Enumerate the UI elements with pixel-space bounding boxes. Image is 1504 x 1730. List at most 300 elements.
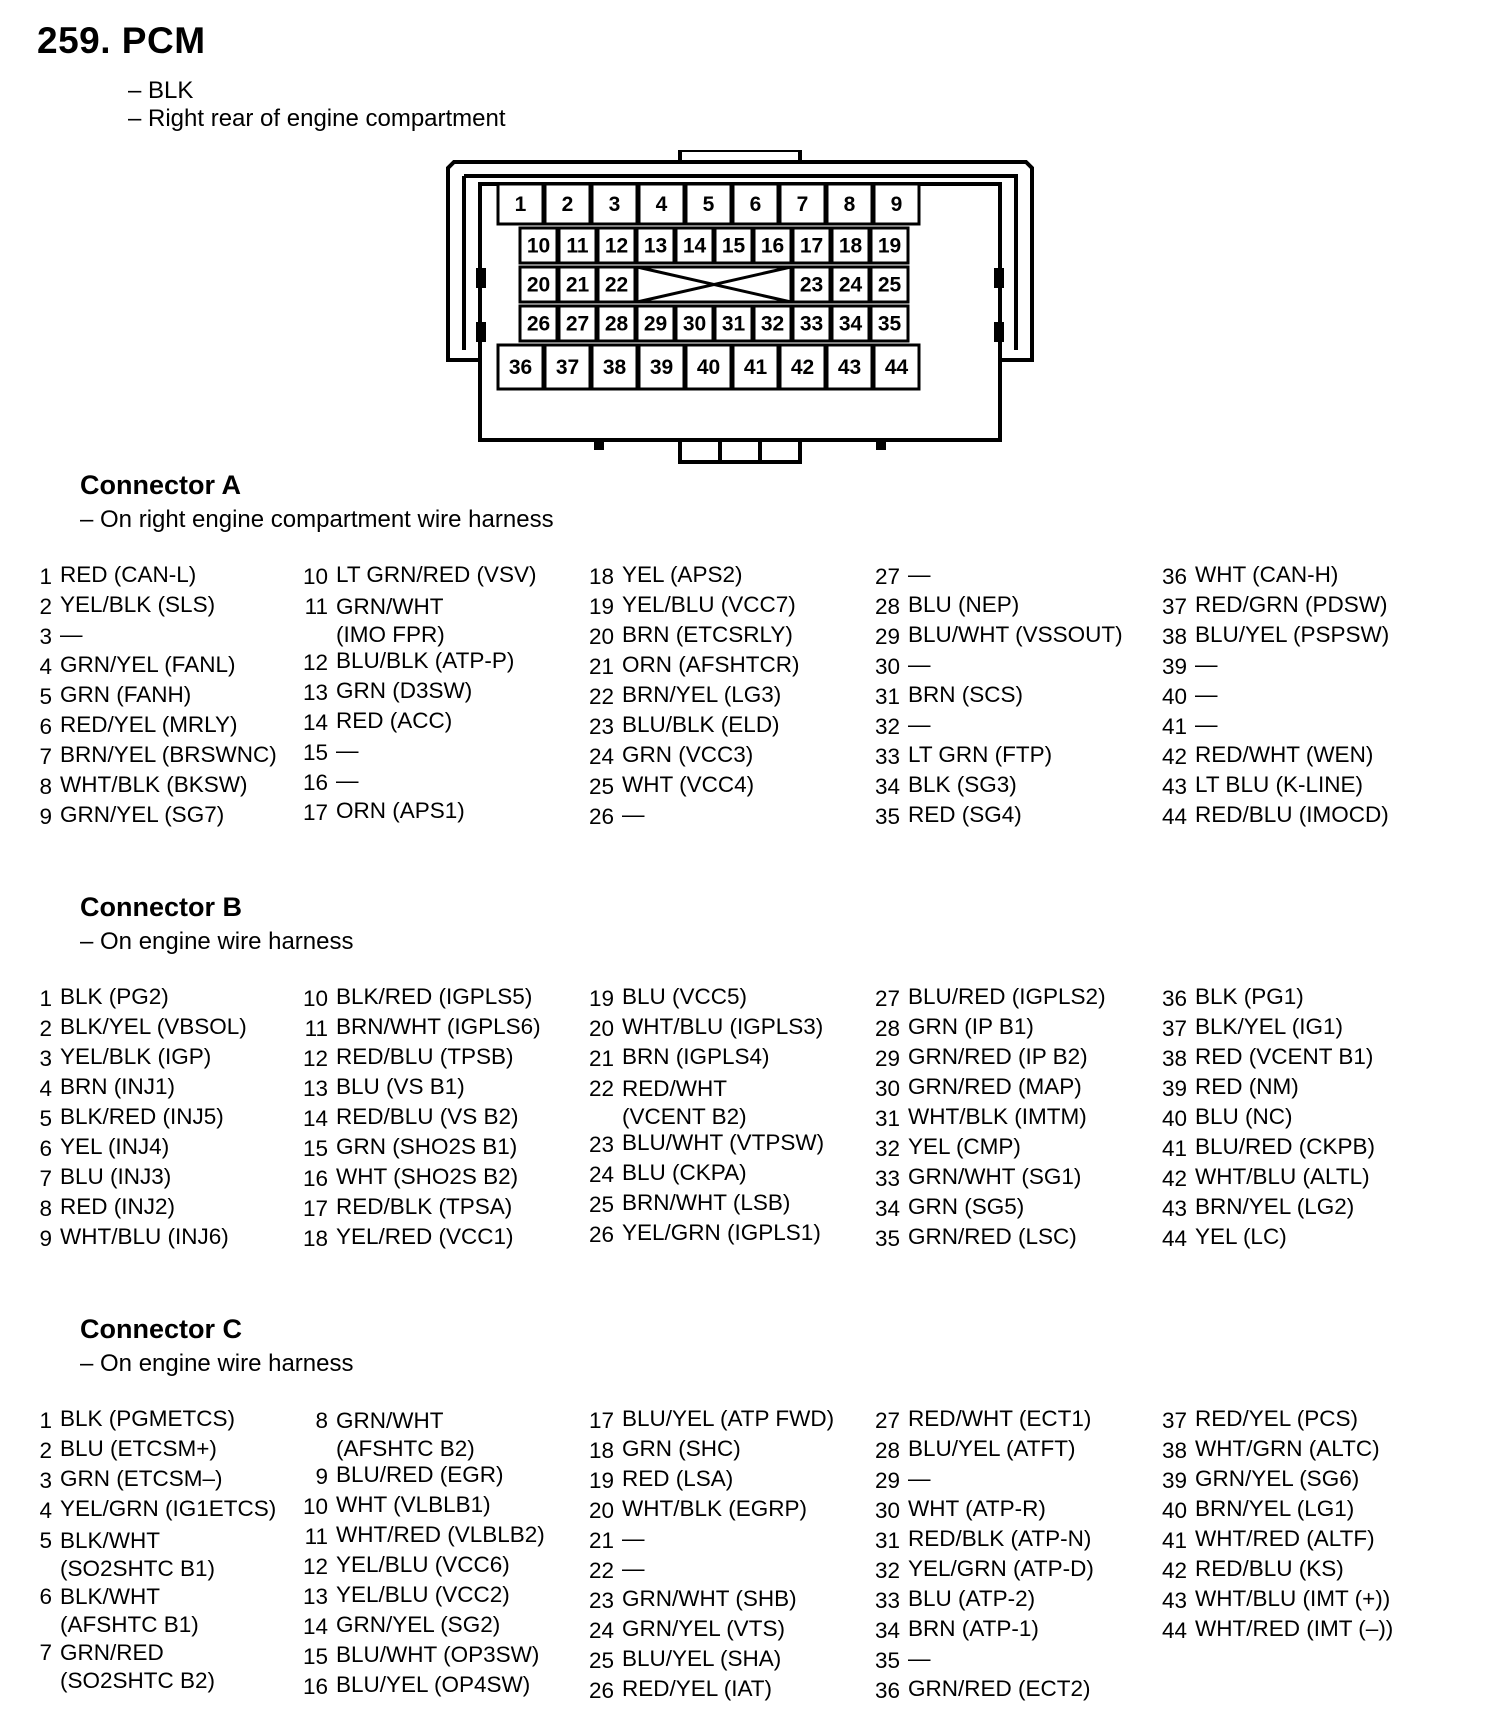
pin-number: 32 (874, 714, 900, 739)
pin-wire-text: GRN/RED (IP B2) (908, 1044, 1088, 1069)
pin-number: 39 (1161, 1468, 1187, 1493)
pin-wire-text: — (908, 712, 931, 737)
pin-entry (1155, 1556, 1435, 1586)
pin-entry (20, 802, 300, 832)
pin-wire-description (908, 1676, 1091, 1706)
pin-wire-description (1195, 1164, 1370, 1194)
pin-entry (582, 1406, 862, 1436)
pin-wire-text: — (1195, 652, 1218, 677)
connector-color: – BLK (128, 77, 194, 104)
pin-wire-description (622, 1466, 733, 1496)
pin-wire-description (908, 1044, 1088, 1074)
pin-wire-description (336, 1552, 510, 1582)
pin-wire-description (1195, 1044, 1373, 1074)
connector-location: – Right rear of engine compartment (128, 105, 506, 132)
pin-wire-description (622, 622, 793, 652)
pin-wire-text: BLU/YEL (ATP FWD) (622, 1406, 835, 1431)
connector-face-diagram (440, 150, 1040, 475)
pin-number: 31 (874, 1528, 900, 1553)
pin-number: 18 (588, 1438, 614, 1463)
pin-entry (296, 708, 576, 738)
pin-entry (868, 1616, 1148, 1646)
pin-entry (1155, 1104, 1435, 1134)
pin-wire-description (336, 1014, 541, 1044)
pin-number: 42 (790, 356, 815, 379)
pin-number: 21 (565, 273, 590, 297)
pin-number: 27 (565, 312, 590, 336)
pin-wire-text: BLK (PG2) (60, 984, 169, 1009)
pin-number: 20 (588, 624, 614, 649)
pin-column (582, 562, 862, 832)
pin-number: 26 (526, 312, 551, 336)
pin-entry (20, 682, 300, 712)
pin-number: 5 (702, 193, 715, 216)
pin-wire-description (1195, 652, 1218, 682)
pin-wire-description (336, 1612, 500, 1642)
pin-wire-description (1195, 1586, 1390, 1616)
pin-number: 10 (302, 986, 328, 1011)
pin-wire-description (908, 1496, 1046, 1526)
pin-entry (868, 1014, 1148, 1044)
pin-entry (296, 562, 576, 592)
pin-number: 19 (588, 594, 614, 619)
pin-number: 40 (696, 356, 721, 379)
pin-number: 23 (588, 714, 614, 739)
pin-wire-text: RED (VCENT B1) (1195, 1044, 1374, 1069)
pin-number: 41 (1161, 1136, 1187, 1161)
pin-number: 18 (588, 564, 614, 589)
pin-entry (868, 1676, 1148, 1706)
pin-entry (296, 768, 576, 798)
pin-wire-description (336, 1224, 514, 1254)
pin-wire-description (1195, 1074, 1299, 1104)
pin-wire-description (336, 562, 536, 592)
pin-number: 34 (874, 1618, 900, 1643)
pin-wire-description (60, 1526, 215, 1582)
pin-wire-text: RED/BLU (VS B2) (336, 1104, 519, 1129)
pin-wire-text: BLK/WHT (60, 1528, 161, 1553)
pin-entry (1155, 562, 1435, 592)
pin-number: 27 (874, 1408, 900, 1433)
pin-entry (582, 1220, 862, 1250)
pin-wire-description (336, 798, 465, 828)
pin-wire-description (1195, 682, 1218, 712)
pin-number: 2 (39, 1438, 52, 1463)
pin-wire-text: GRN/RED (ECT2) (908, 1676, 1091, 1701)
pin-column (20, 1406, 300, 1694)
pin-entry (296, 1672, 576, 1702)
pin-wire-text: GRN/RED (LSC) (908, 1224, 1077, 1249)
pin-wire-text: BLU/BLK (ATP-P) (336, 648, 515, 673)
pin-entry (582, 1586, 862, 1616)
pin-wire-text: BLU/YEL (PSPSW) (1195, 622, 1390, 647)
pin-entry (868, 1496, 1148, 1526)
pin-wire-description (1195, 984, 1304, 1014)
pin-entry (20, 712, 300, 742)
pin-wire-text: YEL (APS2) (622, 562, 743, 587)
pin-entry (20, 1436, 300, 1466)
pin-wire-text: BLU/BLK (ELD) (622, 712, 780, 737)
pin-wire-description (336, 1492, 491, 1522)
pin-wire-description (908, 1526, 1091, 1556)
pin-wire-text: BLU/RED (CKPB) (1195, 1134, 1376, 1159)
pin-wire-description (60, 1194, 175, 1224)
pin-column (1155, 562, 1435, 832)
pin-entry (1155, 742, 1435, 772)
pin-wire-description (1195, 562, 1338, 592)
pin-wire-description (336, 1134, 517, 1164)
pin-entry (20, 742, 300, 772)
pin-number: 44 (1161, 1618, 1187, 1643)
pin-entry (582, 1190, 862, 1220)
connector-b-location: – On engine wire harness (80, 928, 354, 955)
pin-wire-description (60, 1436, 217, 1466)
pin-number: 3 (39, 1046, 52, 1071)
pin-entry (1155, 1496, 1435, 1526)
pin-wire-text: BLK/RED (IGPLS5) (336, 984, 533, 1009)
pin-entry (20, 1194, 300, 1224)
pin-wire-text: BRN (SCS) (908, 682, 1024, 707)
pin-number: 32 (874, 1136, 900, 1161)
pin-wire-description (336, 984, 532, 1014)
pin-number: 30 (874, 1498, 900, 1523)
pin-wire-description (622, 742, 753, 772)
pin-wire-text: WHT (VLBLB1) (336, 1492, 491, 1517)
pin-wire-text: YEL/GRN (ATP-D) (908, 1556, 1094, 1581)
pin-number: 37 (555, 356, 580, 379)
pin-entry (296, 1406, 576, 1462)
pin-wire-text: GRN (FANH) (60, 682, 192, 707)
pin-wire-description (622, 1556, 645, 1586)
pin-entry (1155, 1074, 1435, 1104)
pin-number: 23 (588, 1588, 614, 1613)
pin-wire-text: RED/YEL (IAT) (622, 1676, 773, 1701)
pin-wire-text: YEL/GRN (IG1ETCS) (60, 1496, 277, 1521)
pin-number: 2 (39, 1016, 52, 1041)
pin-column (296, 984, 576, 1254)
pin-wire-text: WHT (CAN-H) (1195, 562, 1339, 587)
pin-wire-text: — (908, 1646, 931, 1671)
pin-number: 11 (304, 1524, 328, 1549)
pin-number: 7 (39, 744, 52, 769)
pin-wire-text: GRN (IP B1) (908, 1014, 1034, 1039)
pin-entry (868, 1044, 1148, 1074)
pin-wire-description (336, 1164, 518, 1194)
pin-number: 28 (874, 1016, 900, 1041)
pin-number: 4 (39, 1076, 52, 1101)
pin-number: 23 (588, 1132, 614, 1157)
pin-wire-description (60, 1224, 229, 1254)
pin-column (582, 984, 862, 1250)
pin-wire-description (1195, 592, 1388, 622)
pin-entry (296, 648, 576, 678)
pin-wire-text: RED/BLU (KS) (1195, 1556, 1344, 1581)
pin-number: 29 (874, 1046, 900, 1071)
pin-wire-text: BLK (SG3) (908, 772, 1017, 797)
pin-number: 34 (874, 1196, 900, 1221)
pin-wire-text: YEL (LC) (1195, 1224, 1287, 1249)
pin-number: 29 (874, 1468, 900, 1493)
pin-wire-description (336, 1522, 545, 1552)
pin-wire-text: RED (LSA) (622, 1466, 734, 1491)
pin-number: 24 (588, 1162, 614, 1187)
pin-number: 36 (508, 356, 533, 379)
pin-wire-text: BRN/YEL (LG1) (1195, 1496, 1355, 1521)
pin-wire-text: RED/BLK (ATP-N) (908, 1526, 1092, 1551)
pin-wire-text: WHT/BLU (IGPLS3) (622, 1014, 824, 1039)
pin-wire-text: YEL (CMP) (908, 1134, 1021, 1159)
pin-wire-description (908, 1556, 1094, 1586)
pin-wire-text: — (908, 652, 931, 677)
pin-entry (20, 984, 300, 1014)
pin-wire-description (622, 1586, 797, 1616)
pin-wire-description (1195, 622, 1389, 652)
pin-wire-description (60, 984, 169, 1014)
pin-entry (20, 652, 300, 682)
pin-wire-text: (VCENT B2) (622, 1104, 747, 1129)
pin-entry (296, 1164, 576, 1194)
pin-wire-text: BLK/WHT (60, 1584, 161, 1609)
pin-wire-description (622, 1014, 823, 1044)
pin-entry (296, 1134, 576, 1164)
pin-column (1155, 1406, 1435, 1646)
pin-wire-description (908, 1616, 1039, 1646)
pin-number: 39 (1161, 1076, 1187, 1101)
pin-entry (868, 1194, 1148, 1224)
pin-entry (20, 622, 300, 652)
pin-wire-description (908, 742, 1052, 772)
pin-wire-text: GRN/RED (MAP) (908, 1074, 1082, 1099)
pin-column (868, 984, 1148, 1254)
pin-number: 1 (39, 986, 52, 1011)
pin-wire-description (908, 1406, 1091, 1436)
pin-number: 7 (39, 1640, 52, 1665)
pin-wire-text: LT GRN/RED (VSV) (336, 562, 537, 587)
pin-wire-description (1195, 1014, 1343, 1044)
pin-number: 18 (302, 1226, 328, 1251)
pin-number: 3 (608, 193, 621, 216)
pin-wire-description (622, 682, 781, 712)
pin-entry (868, 562, 1148, 592)
pin-entry (20, 1526, 300, 1582)
pin-entry (20, 592, 300, 622)
pin-number: 20 (588, 1498, 614, 1523)
pin-number: 39 (649, 356, 674, 379)
pin-number: 24 (588, 1618, 614, 1643)
pin-wire-text: BLU/WHT (OP3SW) (336, 1642, 540, 1667)
side-key-left-2 (476, 322, 486, 342)
pin-wire-text: BRN/WHT (LSB) (622, 1190, 791, 1215)
pin-entry (296, 1552, 576, 1582)
pin-number: 30 (874, 1076, 900, 1101)
pin-number: 34 (838, 312, 863, 336)
pin-wire-text: BLU (NC) (1195, 1104, 1293, 1129)
pin-number: 12 (302, 1046, 328, 1071)
pin-entry (296, 1074, 576, 1104)
pin-number: 20 (526, 273, 551, 297)
pin-wire-text: BRN (INJ1) (60, 1074, 176, 1099)
pin-number: 5 (39, 1528, 52, 1553)
pin-wire-description (622, 1406, 834, 1436)
pin-number: 17 (588, 1408, 614, 1433)
pin-entry (868, 1526, 1148, 1556)
pin-wire-description (908, 562, 931, 592)
pin-number: 22 (588, 1558, 614, 1583)
pin-wire-text: GRN/WHT (SHB) (622, 1586, 797, 1611)
pin-number: 15 (302, 1644, 328, 1669)
pin-number: 35 (877, 312, 902, 336)
pin-wire-text: (SO2SHTC B1) (60, 1556, 216, 1581)
connector-c-location: – On engine wire harness (80, 1350, 354, 1377)
pin-wire-description (622, 1220, 821, 1250)
pin-wire-text: YEL/BLK (SLS) (60, 592, 216, 617)
pin-entry (868, 742, 1148, 772)
pin-entry (1155, 1224, 1435, 1254)
pin-number: 8 (39, 774, 52, 799)
bottom-tab-left (594, 438, 604, 450)
pin-wire-text: YEL/BLK (IGP) (60, 1044, 212, 1069)
pin-entry (20, 1104, 300, 1134)
pin-wire-text: WHT/RED (IMT (–)) (1195, 1616, 1394, 1641)
pin-entry (868, 802, 1148, 832)
pin-wire-text: RED (NM) (1195, 1074, 1299, 1099)
pin-entry (20, 562, 300, 592)
pin-entry (582, 1556, 862, 1586)
pin-wire-text: RED/YEL (PCS) (1195, 1406, 1358, 1431)
pin-wire-text: RED/BLU (IMOCD) (1195, 802, 1389, 827)
pin-wire-description (60, 652, 235, 682)
pin-number: 13 (302, 1076, 328, 1101)
pin-number: 25 (588, 1192, 614, 1217)
pin-wire-description (908, 1134, 1021, 1164)
pin-wire-text: GRN/YEL (SG6) (1195, 1466, 1360, 1491)
pin-wire-text: — (60, 622, 83, 647)
pin-number: 33 (874, 744, 900, 769)
pin-wire-text: ORN (APS1) (336, 798, 465, 823)
pin-wire-description (336, 1642, 539, 1672)
pin-number: 21 (588, 654, 614, 679)
pin-number: 23 (799, 273, 824, 297)
pin-wire-description (336, 1406, 475, 1462)
pin-entry (868, 1224, 1148, 1254)
pin-entry (868, 984, 1148, 1014)
pin-wire-description (1195, 1224, 1287, 1254)
pin-number: 13 (302, 1584, 328, 1609)
pin-wire-text: WHT/RED (ALTF) (1195, 1526, 1375, 1551)
pin-number: 11 (304, 594, 328, 619)
pin-number: 11 (566, 234, 589, 258)
pin-entry (582, 1074, 862, 1130)
pin-number: 16 (302, 770, 328, 795)
pin-wire-description (908, 1194, 1024, 1224)
pin-entry (582, 742, 862, 772)
pin-number: 42 (1161, 744, 1187, 769)
pin-wire-description (60, 772, 248, 802)
pin-number: 6 (39, 1584, 52, 1609)
pin-wire-description (60, 1466, 223, 1496)
pin-number: 8 (315, 1408, 328, 1433)
pin-number: 12 (302, 1554, 328, 1579)
pin-wire-text: BRN (ETCSRLY) (622, 622, 793, 647)
pin-number: 25 (588, 774, 614, 799)
pin-number: 13 (302, 680, 328, 705)
pin-wire-description (60, 1406, 235, 1436)
pin-number: 35 (874, 1226, 900, 1251)
pin-wire-description (1195, 1406, 1358, 1436)
pin-wire-description (908, 1104, 1087, 1134)
pin-wire-description (1195, 1556, 1344, 1586)
pin-wire-description (908, 1014, 1034, 1044)
pin-wire-description (622, 1130, 824, 1160)
pin-entry (868, 1436, 1148, 1466)
pin-wire-text: RED/BLU (TPSB) (336, 1044, 514, 1069)
pin-wire-text: BLU/RED (IGPLS2) (908, 984, 1106, 1009)
pin-wire-description (908, 984, 1106, 1014)
pin-number: 19 (877, 234, 902, 258)
pin-wire-description (622, 592, 796, 622)
pin-entry (868, 1406, 1148, 1436)
pin-wire-text: WHT/RED (VLBLB2) (336, 1522, 545, 1547)
pin-column (868, 1406, 1148, 1706)
pin-entry (296, 1522, 576, 1552)
pin-entry (868, 1074, 1148, 1104)
pin-wire-text: ORN (AFSHTCR) (622, 652, 800, 677)
pin-entry (582, 1646, 862, 1676)
latch-bottom (680, 440, 800, 462)
pin-number: 20 (588, 1016, 614, 1041)
pin-entry (1155, 984, 1435, 1014)
connector-c-heading: Connector C (80, 1314, 242, 1344)
pin-wire-description (908, 1224, 1077, 1254)
bottom-tab-right (876, 438, 886, 450)
pin-wire-text: YEL/BLU (VCC6) (336, 1552, 510, 1577)
pin-wire-text: RED (SG4) (908, 802, 1022, 827)
pin-entry (296, 1014, 576, 1044)
pin-number: 22 (604, 273, 629, 297)
pin-entry (582, 1160, 862, 1190)
pin-wire-text: RED/WHT (WEN) (1195, 742, 1374, 767)
pin-wire-text: WHT (ATP-R) (908, 1496, 1046, 1521)
pin-wire-text: BRN/YEL (LG2) (1195, 1194, 1355, 1219)
pin-entry (582, 1130, 862, 1160)
pin-entry (1155, 682, 1435, 712)
pin-wire-text: LT GRN (FTP) (908, 742, 1053, 767)
pin-number: 40 (1161, 1498, 1187, 1523)
pin-wire-description (908, 1466, 931, 1496)
pin-number: 38 (1161, 1438, 1187, 1463)
connector-a-heading: Connector A (80, 470, 241, 500)
pin-wire-text: RED (INJ2) (60, 1194, 176, 1219)
pin-entry (1155, 1436, 1435, 1466)
pin-number: 24 (588, 744, 614, 769)
pin-number: 6 (39, 714, 52, 739)
pin-wire-text: — (1195, 712, 1218, 737)
pin-entry (868, 1646, 1148, 1676)
pin-entry (20, 1638, 300, 1694)
pin-number: 34 (874, 774, 900, 799)
pin-wire-text: (IMO FPR) (336, 622, 445, 647)
pin-wire-description (1195, 1616, 1393, 1646)
pin-number: 17 (302, 1196, 328, 1221)
pin-wire-description (336, 678, 472, 708)
pin-number: 10 (302, 564, 328, 589)
pin-wire-description (60, 1638, 215, 1694)
pin-wire-text: BRN (ATP-1) (908, 1616, 1039, 1641)
pin-number: 9 (39, 804, 52, 829)
pin-entry (1155, 1044, 1435, 1074)
pin-wire-text: — (908, 1466, 931, 1491)
pin-number: 43 (1161, 1196, 1187, 1221)
